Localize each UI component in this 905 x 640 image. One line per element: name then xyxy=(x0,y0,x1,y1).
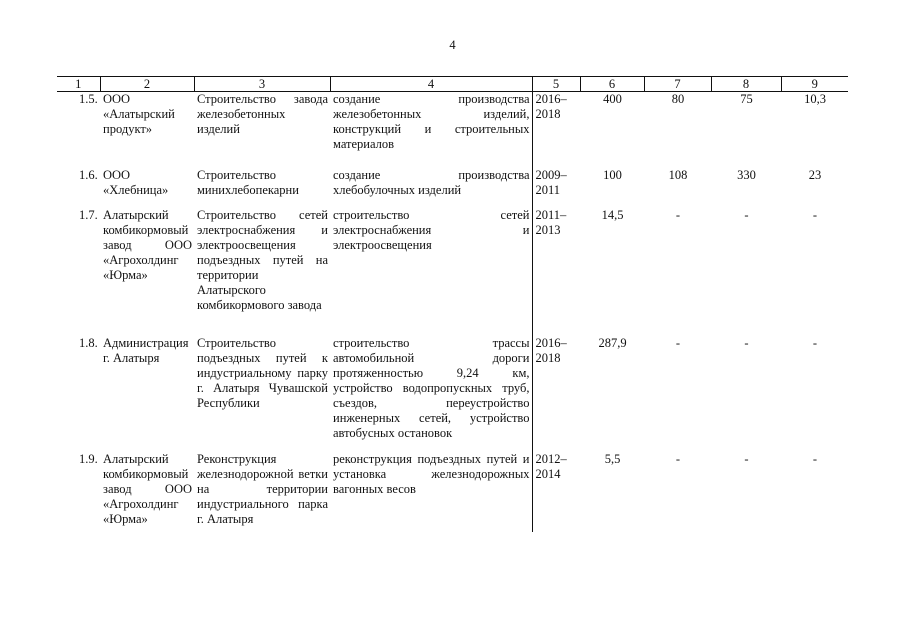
row-number: 1.7. xyxy=(79,208,98,222)
project-name: Строительство минихлебопекарни xyxy=(197,168,299,197)
project-description: реконструкция подъездных путей и установка железнодорожных вагонных весов xyxy=(330,452,532,532)
value-col8: 75 xyxy=(740,92,753,106)
row-number: 1.6. xyxy=(79,168,98,182)
column-number: 2 xyxy=(100,77,194,92)
table-row xyxy=(57,168,848,208)
value-col7: 108 xyxy=(668,168,688,182)
row-number: 1.8. xyxy=(79,336,98,350)
value-col6: 100 xyxy=(603,168,622,182)
project-description: строительство трассы автомобильной дороги протяженностью 9,24 км, устройство водопропускных труб, съездов, переустройство инженерных сетей, устройство автобусных остановок xyxy=(330,336,532,452)
project-description: строительство сетей электроснабжения и электроосвещения xyxy=(330,208,532,336)
value-col7: 80 xyxy=(671,92,685,106)
value-col6: 287,9 xyxy=(598,336,627,350)
column-number: 9 xyxy=(781,77,848,92)
value-col6: 400 xyxy=(603,92,622,106)
value-col9: - xyxy=(812,336,818,350)
organization: ООО «Алатырский продукт» xyxy=(103,92,175,136)
project-description: создание производства хлебобулочных изделий xyxy=(330,168,532,208)
organization: Алатырский комбикормовый завод ООО «Агрохолдинг «Юрма» xyxy=(103,452,192,526)
value-col9: 23 xyxy=(808,168,822,182)
project-name: Реконструкция железнодорожной ветки на территории индустриального парка г. Алатыря xyxy=(197,452,328,526)
value-col8: 330 xyxy=(737,168,756,182)
organization: Администрация г. Алатыря xyxy=(103,336,189,365)
implementation-period: 2011–2013 xyxy=(535,208,567,237)
project-name: Строительство подъездных путей к индустриальному парку г. Алатыря Чувашской Республики xyxy=(197,336,328,410)
value-col7: - xyxy=(675,208,681,222)
value-col6: 5,5 xyxy=(604,452,621,466)
value-col7: - xyxy=(675,452,681,466)
value-col8: - xyxy=(744,208,749,222)
value-col9: - xyxy=(812,208,818,222)
column-number: 7 xyxy=(644,77,711,92)
value-col8: - xyxy=(744,452,749,466)
project-name: Строительство сетей электроснабжения и электроосвещения подъездных путей на территории Алатырского комбикормового завода xyxy=(197,208,328,312)
column-number: 8 xyxy=(711,77,781,92)
value-col8: - xyxy=(744,336,749,350)
project-name: Строительство завода железобетонных изделий xyxy=(197,92,328,136)
column-number: 1 xyxy=(57,77,100,92)
value-col6: 14,5 xyxy=(601,208,624,222)
row-number: 1.5. xyxy=(79,92,98,106)
table-row xyxy=(57,92,848,169)
value-col9: - xyxy=(812,452,818,466)
projects-table xyxy=(57,76,848,532)
organization: ООО «Хлебница» xyxy=(103,168,169,197)
column-number: 4 xyxy=(330,77,532,92)
column-number: 3 xyxy=(194,77,330,92)
organization: Алатырский комбикормовый завод ООО «Агрохолдинг «Юрма» xyxy=(103,208,192,282)
project-description: создание производства железобетонных изделий, конструкций и строительных материалов xyxy=(330,92,532,169)
column-number: 6 xyxy=(580,77,644,92)
implementation-period: 2016–2018 xyxy=(535,92,567,121)
table-row xyxy=(57,452,848,532)
column-number-row xyxy=(57,77,848,92)
value-col7: - xyxy=(675,336,681,350)
row-number: 1.9. xyxy=(79,452,98,466)
page-number: 4 xyxy=(449,38,456,52)
implementation-period: 2012–2014 xyxy=(535,452,567,481)
implementation-period: 2009–2011 xyxy=(535,168,567,197)
value-col9: 10,3 xyxy=(804,92,826,106)
table-row xyxy=(57,336,848,452)
table-row xyxy=(57,208,848,336)
column-number: 5 xyxy=(532,77,580,92)
implementation-period: 2016–2018 xyxy=(535,336,567,365)
